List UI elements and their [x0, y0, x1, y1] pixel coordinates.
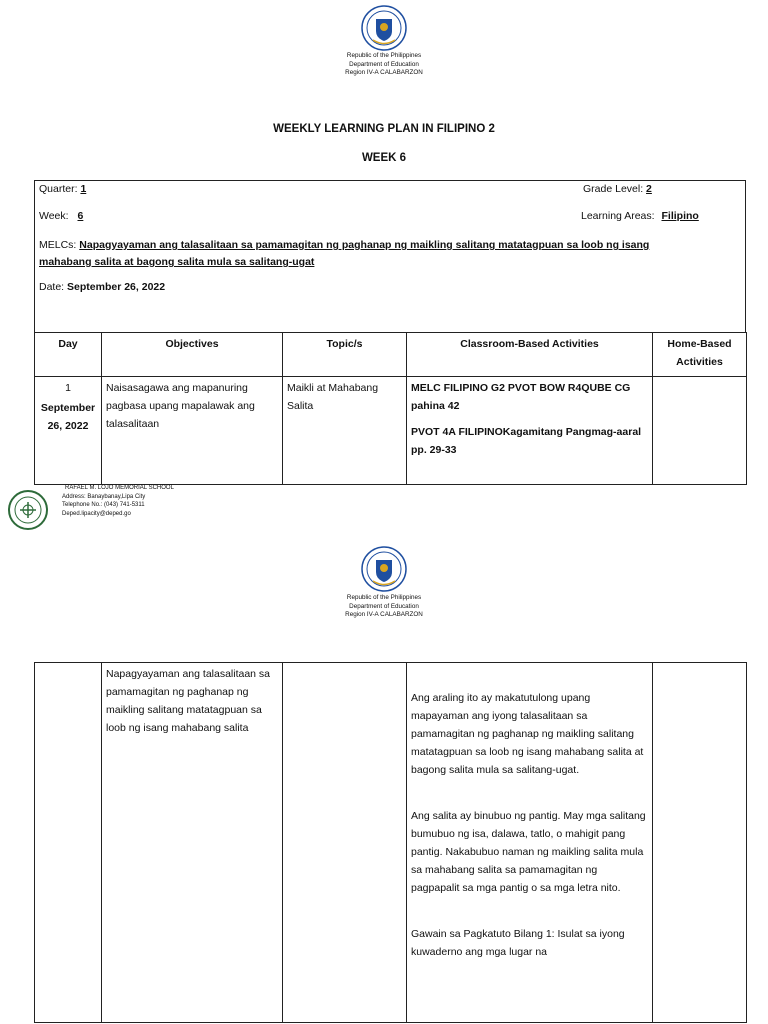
table-header-row	[35, 333, 747, 377]
agency-header	[284, 52, 484, 78]
lesson-intro-paragraph: Ang araling ito ay makatutulong upang mapayaman ang iyong talasalitaan sa pamamagitan ng paghanap ng maikling salitang matatagpuan sa loob ng isang mahabang salita at bagong salita mula sa salitang-ugat.	[411, 692, 644, 776]
header-republic: Republic of the Philippines	[346, 52, 422, 59]
info-box	[34, 180, 746, 333]
school-name: RAFAEL M. LOJO MEMORIAL SCHOOL	[65, 485, 174, 491]
topic-cell: Maikli at Mahabang Salita	[283, 377, 407, 485]
day-cell	[35, 663, 102, 1023]
quarter-label: Quarter:	[39, 183, 78, 195]
day-date: September 26, 2022	[40, 402, 96, 432]
learning-area-label: Learning Areas:	[581, 210, 655, 222]
lesson-explanation-paragraph: Ang salita ay binubuo ng pantig. May mga salitang bumubuo ng isa, dalawa, tatlo, o mahigit pang pantig. Nakabubuo naman ng maikling salita mula sa mahabang salita sa pamamagitan ng pagpapalit sa mga pantig o sa mga letra nito.	[411, 810, 646, 894]
classroom-activity-cell	[407, 377, 653, 485]
table-row	[35, 663, 747, 1023]
melc-value-1: Napagyayaman ang talasalitaan sa pamamagitan ng paghanap ng maikling salitang matatagpuan sa loob ng isang	[79, 239, 650, 251]
header-region: Region IV-A CALABARZON	[345, 611, 423, 618]
activity-instruction-paragraph: Gawain sa Pagkatuto Bilang 1: Isulat sa iyong kuwaderno ang mga lugar na	[411, 928, 625, 958]
topic-cell	[283, 663, 407, 1023]
week-title: WEEK 6	[361, 152, 407, 164]
objective-cell: Naisasagawa ang mapanuring pagbasa upang mapalawak ang talasalitaan	[102, 377, 283, 485]
date-label: Date:	[39, 281, 65, 293]
deped-seal-icon	[361, 5, 407, 51]
objective-cell: Napagyayaman ang talasalitaan sa pamamagitan ng paghanap ng maikling salitang matatagpuan sa loob ng isang mahabang salita	[102, 663, 283, 1023]
school-seal-icon	[8, 490, 48, 530]
date-value: September 26, 2022	[67, 281, 166, 293]
learning-area-value: Filipino	[661, 210, 699, 222]
page-title: WEEKLY LEARNING PLAN IN FILIPINO 2	[273, 123, 495, 135]
header-objectives: Objectives	[102, 333, 283, 377]
agency-header-page2	[284, 594, 484, 620]
quarter-value: 1	[80, 183, 87, 195]
deped-seal-icon-page2	[361, 546, 407, 592]
home-activity-cell	[653, 663, 747, 1023]
header-region: Region IV-A CALABARZON	[345, 69, 423, 76]
week-value: 6	[77, 210, 84, 222]
header-day: Day	[35, 333, 102, 377]
grade-label: Grade Level:	[583, 183, 644, 195]
header-department: Department of Education	[349, 60, 419, 68]
header-home-activities: Home-Based Activities	[653, 333, 747, 377]
school-address: Address: Banaybanay,Lipa City	[62, 493, 146, 500]
melc-label: MELCs:	[39, 239, 77, 251]
header-republic: Republic of the Philippines	[346, 594, 422, 601]
activity-reference-2: PVOT 4A FILIPINOKagamitang Pangmag-aaral pp. 29-33	[411, 426, 642, 456]
grade-value: 2	[646, 183, 652, 195]
plan-table	[34, 332, 747, 485]
week-label: Week:	[39, 210, 69, 222]
home-activity-cell	[653, 377, 747, 485]
header-department: Department of Education	[349, 602, 419, 610]
classroom-activity-cell	[407, 663, 653, 1023]
day-number: 1	[65, 382, 71, 394]
header-topics: Topic/s	[283, 333, 407, 377]
school-footer	[62, 484, 174, 518]
plan-table-continued	[34, 662, 747, 1023]
school-email: Deped.lipacity@deped.go	[62, 510, 131, 517]
school-phone: Telephone No.: (043) 741-5311	[62, 502, 145, 509]
table-row	[35, 377, 747, 485]
header-classroom-activities: Classroom-Based Activities	[407, 333, 653, 377]
day-cell	[35, 377, 102, 485]
activity-reference-1: MELC FILIPINO G2 PVOT BOW R4QUBE CG pahina 42	[411, 382, 631, 412]
melc-value-2: mahabang salita at bagong salita mula sa salitang-ugat	[39, 256, 315, 268]
